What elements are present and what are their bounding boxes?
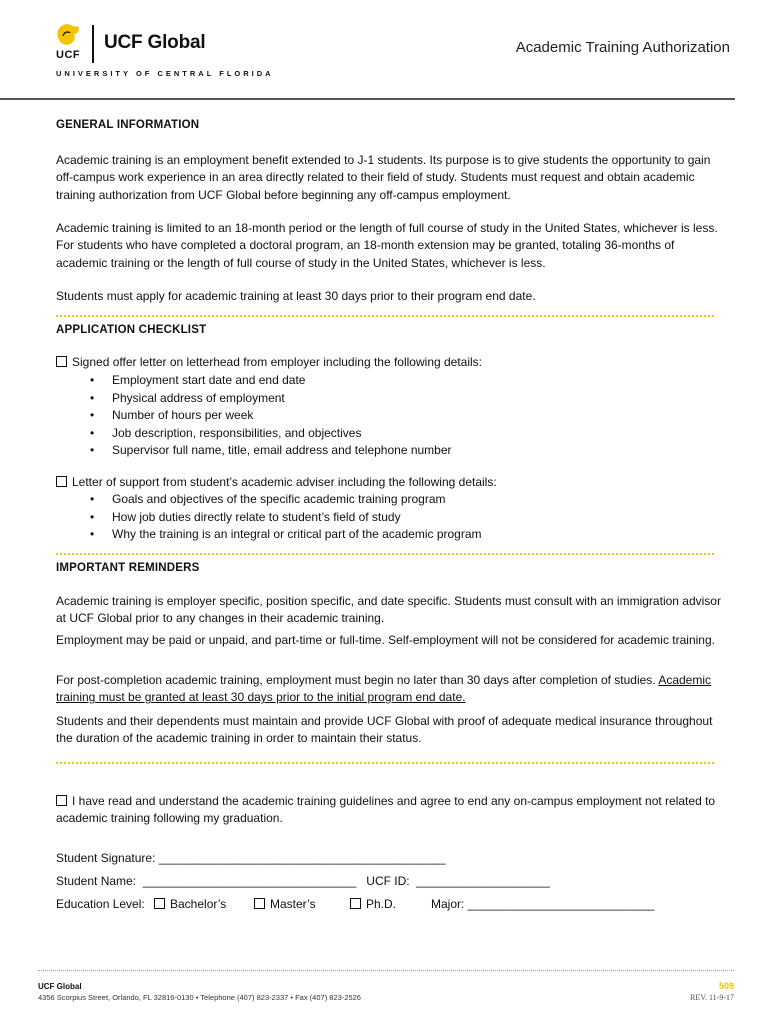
- general-paragraph-2: Academic training is limited to an 18-month period or the length of full course of study in the United States, whichever is less. For students who have completed a doctoral program, an 18-month extension may be granted, totaling 36-months of academic training or the length of full course of study in the United States, whichever is less.: [56, 221, 718, 270]
- university-name: UNIVERSITY OF CENTRAL FLORIDA: [56, 69, 274, 78]
- logo-ucf-text: UCF: [56, 49, 81, 61]
- education-level-label: Education Level:: [56, 897, 145, 911]
- support-letter-label: Letter of support from student’s academic adviser including the following details:: [72, 475, 497, 489]
- master-option[interactable]: Master’s: [254, 897, 316, 911]
- general-information-heading: GENERAL INFORMATION: [56, 119, 200, 131]
- student-signature-field[interactable]: Student Signature: ___________________________________________: [56, 851, 446, 865]
- list-item: • Goals and objectives of the specific academic training program: [90, 492, 446, 506]
- logo-divider: [92, 25, 94, 63]
- support-letter-details-list: [90, 491, 482, 544]
- agreement-statement: [56, 793, 721, 828]
- major-field[interactable]: Major: ____________________________: [431, 897, 655, 911]
- agreement-checkbox[interactable]: [56, 795, 67, 806]
- important-reminders-heading: IMPORTANT REMINDERS: [56, 562, 200, 574]
- reminder-paragraph-4: Students and their dependents must maintain and provide UCF Global with proof of adequate medical insurance throughout the duration of the academic training in order to maintain their status.: [56, 714, 713, 746]
- general-paragraph-1: Academic training is an employment benefit extended to J-1 students. Its purpose is to give students the opportunity to gain off-campus work experience in an area directly related to their field of study. Students must request and obtain academic training authorization from UCF Global before beginning any off-campus employment.: [56, 153, 711, 202]
- master-checkbox[interactable]: [254, 898, 265, 909]
- section-divider: [56, 553, 714, 555]
- footer-organization: UCF Global: [38, 982, 82, 991]
- section-divider: [56, 762, 714, 764]
- list-item: • Supervisor full name, title, email address and telephone number: [90, 443, 452, 457]
- section-divider: [56, 315, 714, 317]
- reminder-paragraph-3: For post-completion academic training, employment must begin no later than 30 days after completion of studies. Academic training must be granted at least 30 days prior to the initial program end date.: [56, 673, 712, 705]
- list-item: • Employment start date and end date: [90, 373, 306, 387]
- offer-letter-details-list: [90, 372, 452, 460]
- list-item: • Job description, responsibilities, and objectives: [90, 425, 362, 440]
- agreement-text: I have read and understand the academic training guidelines and agree to end any on-campus employment not related to academic training following my graduation.: [56, 794, 716, 826]
- list-item: • Number of hours per week: [90, 408, 254, 422]
- checklist-item-support-letter: [56, 474, 497, 492]
- revision-date: REV. 11-9-17: [690, 993, 734, 1002]
- reminder-paragraph-1: Academic training is employer specific, position specific, and date specific. Students must consult with an immigration advisor at UCF Global prior to any changes in their academic training.: [56, 594, 721, 626]
- list-item: • How job duties directly relate to student’s field of study: [90, 509, 401, 524]
- pegasus-logo-icon: [54, 22, 82, 52]
- footer-address: 4356 Scorpius Street, Orlando, FL 32816-0130 • Telephone (407) 823-2337 • Fax (407) 823-2526: [38, 993, 361, 1002]
- reminder-paragraph-2: Employment may be paid or unpaid, and part-time or full-time. Self-employment will not be considered for academic training.: [56, 633, 715, 647]
- underlined-deadline-text: Academic training must be granted at least 30 days prior to the initial program end date.: [56, 673, 712, 705]
- checklist-item-offer-letter: [56, 354, 482, 372]
- document-title: Academic Training Authorization: [515, 39, 730, 56]
- phd-option[interactable]: Ph.D.: [350, 897, 396, 911]
- offer-letter-label: Signed offer letter on letterhead from employer including the following details:: [72, 355, 483, 369]
- student-name-id-field[interactable]: Student Name: ________________________________ UCF ID: ____________________: [56, 874, 550, 888]
- logo-title: UCF Global: [104, 32, 206, 53]
- list-item: • Why the training is an integral or critical part of the academic program: [90, 527, 482, 541]
- header-rule: [0, 98, 735, 100]
- offer-letter-checkbox[interactable]: [56, 356, 67, 367]
- bachelor-option[interactable]: Bachelor’s: [154, 897, 226, 911]
- application-checklist-heading: APPLICATION CHECKLIST: [56, 324, 207, 336]
- footer-divider: [38, 970, 734, 971]
- list-item: • Physical address of employment: [90, 390, 285, 405]
- phd-checkbox[interactable]: [350, 898, 361, 909]
- form-number: 509: [718, 981, 734, 991]
- general-paragraph-3: Students must apply for academic training at least 30 days prior to their program end date.: [56, 289, 536, 303]
- support-letter-checkbox[interactable]: [56, 476, 67, 487]
- bachelor-checkbox[interactable]: [154, 898, 165, 909]
